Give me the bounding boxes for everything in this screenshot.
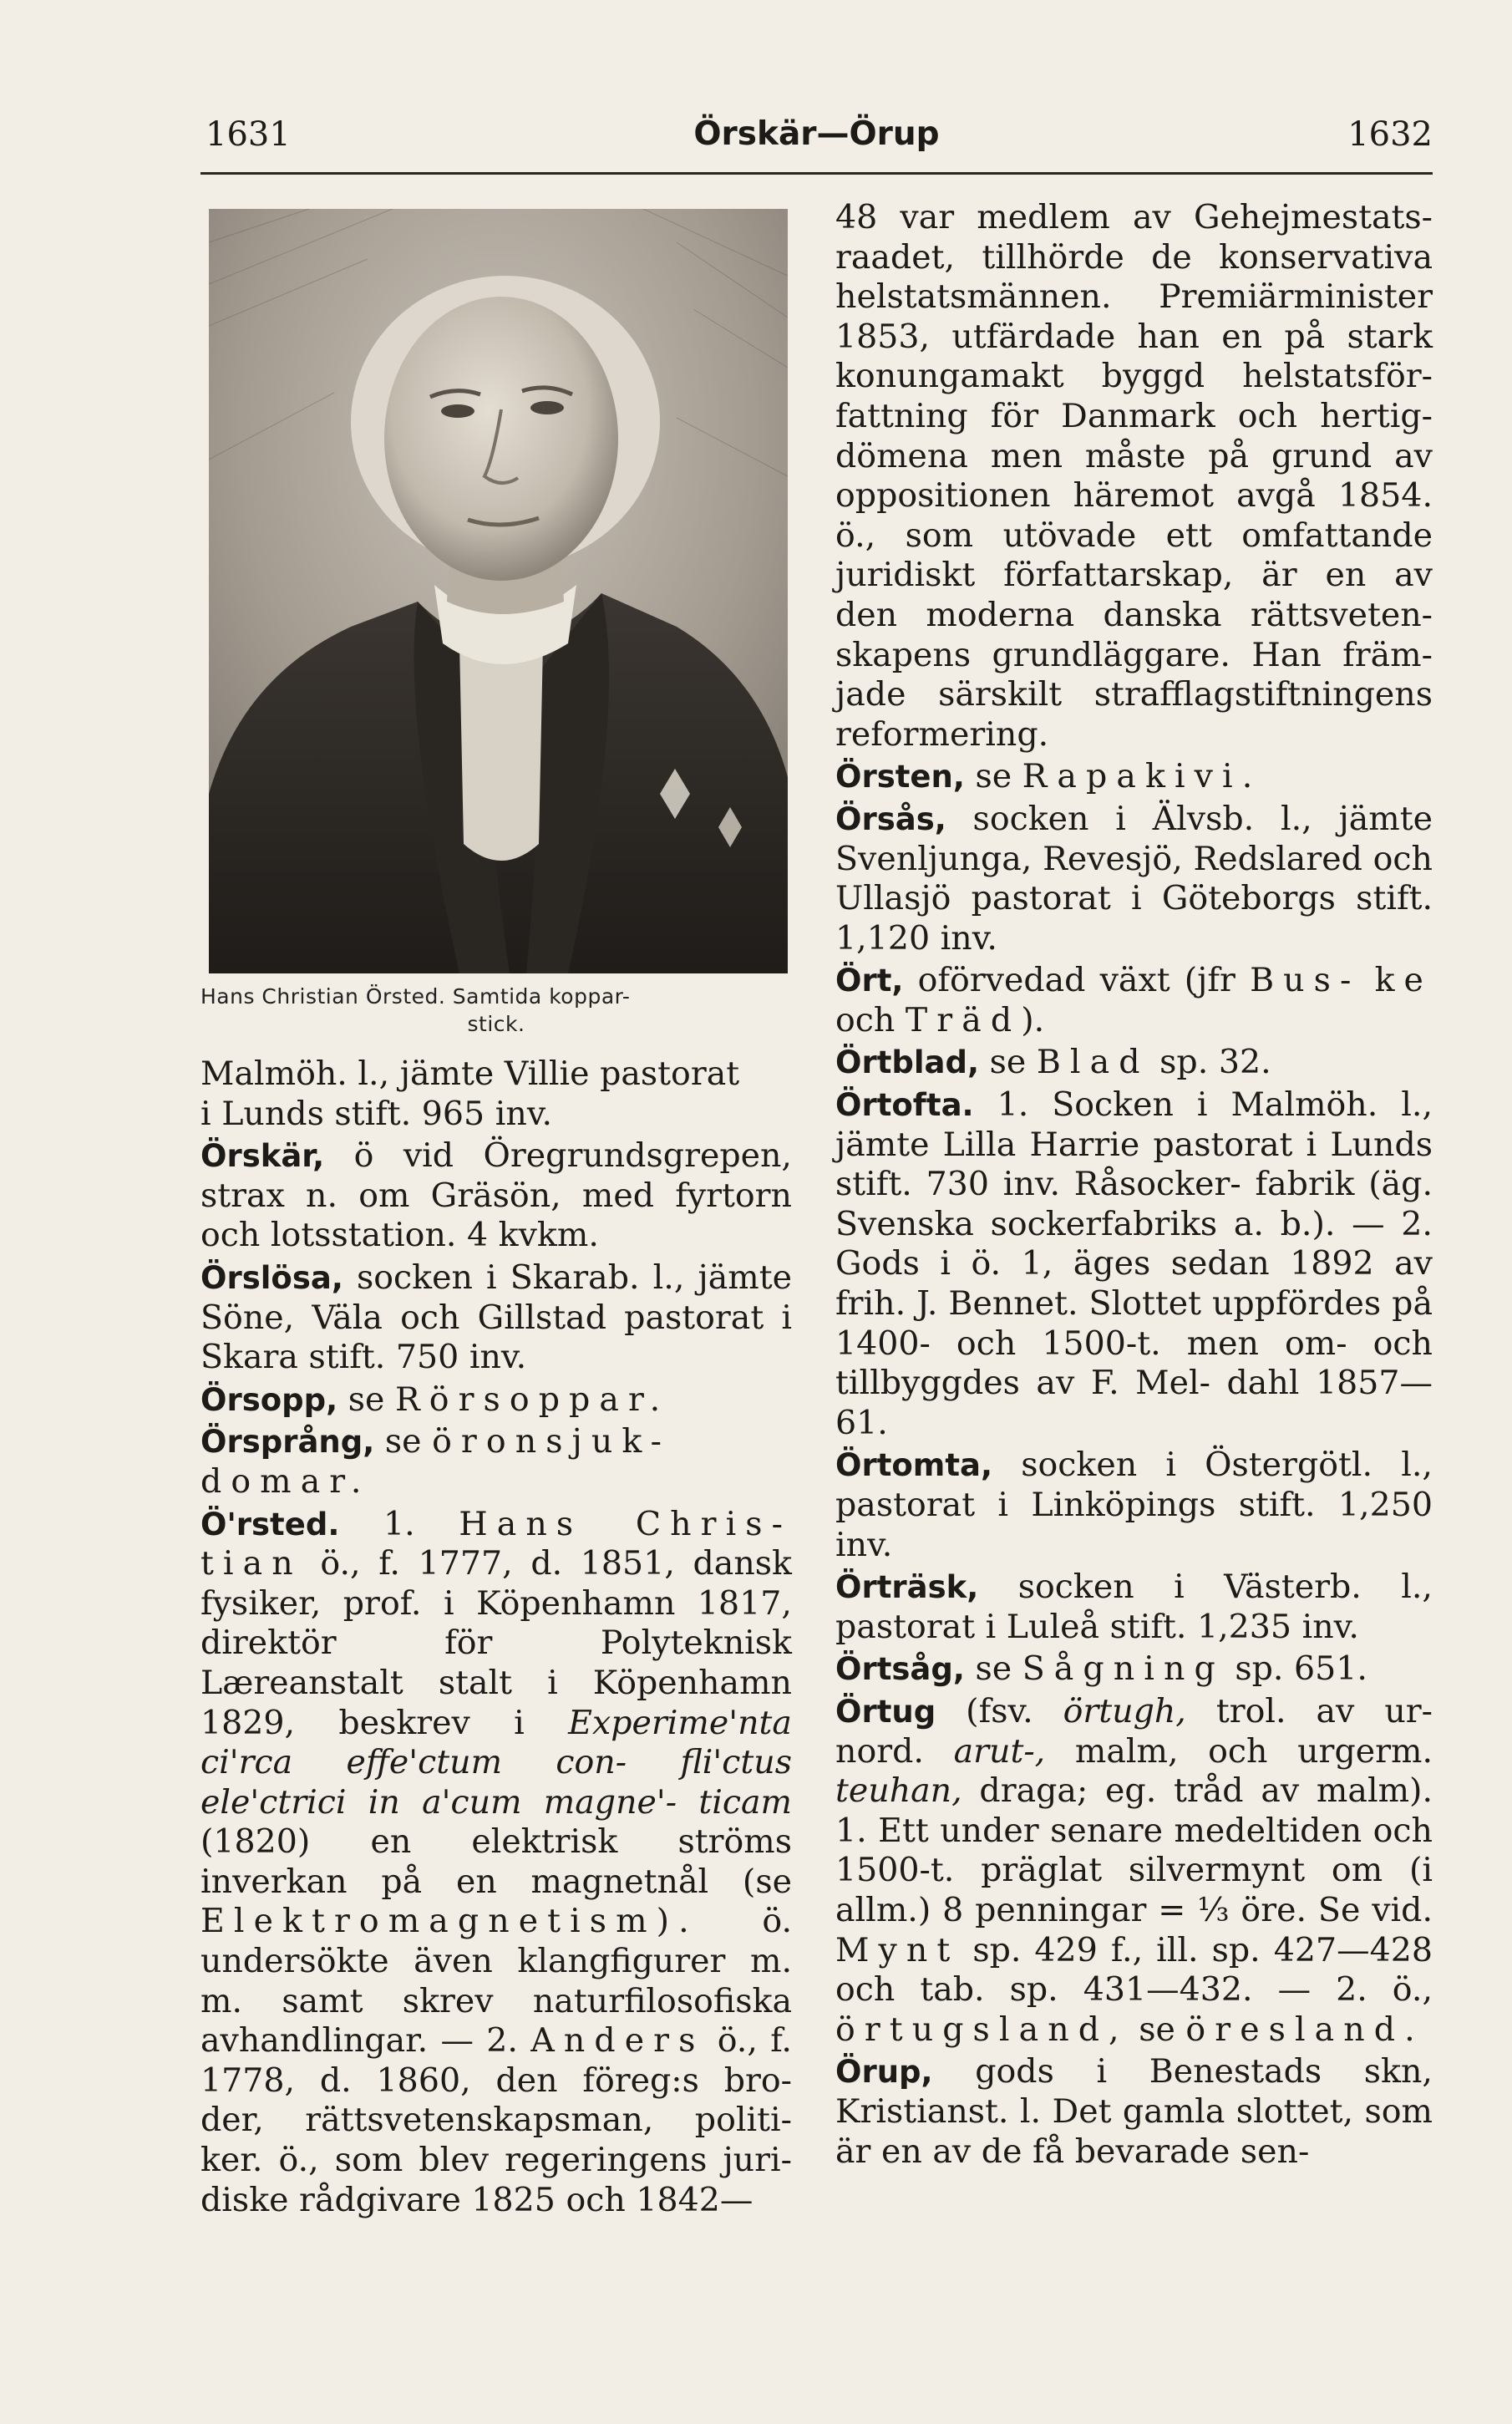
text-fragment: 1892 av frih. J. Bennet. Slottet	[835, 1244, 1433, 1324]
text-fragment: direktör för Polyteknisk Læreanstalt	[200, 1624, 792, 1702]
entry-orsas	[835, 800, 1433, 958]
text-fragment: och	[835, 1000, 906, 1039]
text-fragment: se	[374, 1422, 433, 1461]
text-fragment: Se vid.	[1317, 1890, 1433, 1929]
text-fragment: öronsjuk-	[432, 1422, 672, 1461]
text-fragment: Mynt	[835, 1930, 960, 1969]
text-fragment: 427—428 och tab. sp. 431—432.	[835, 1930, 1433, 2010]
headword: Örslösa,	[200, 1259, 343, 1296]
text-fragment: gods i Benestads skn,	[932, 2052, 1433, 2091]
text-fragment: socken i Skarab. l.,	[342, 1258, 685, 1297]
text-fragment: strax n. om Gräsön, med fyrtorn	[200, 1176, 792, 1215]
header-rule	[200, 172, 1433, 175]
text-fragment: arut-,	[953, 1731, 1046, 1771]
text-fragment: sp. 429 f., ill. sp.	[959, 1930, 1261, 1969]
text-fragment: pastorat i Luleå stift. 1,235 inv.	[835, 1607, 1359, 1646]
text-fragment: 1. Ett under senare medeltiden	[835, 1811, 1362, 1850]
text-fragment: skapens grundläggare. Han främ-	[835, 635, 1433, 674]
text-fragment: Kristianst. l. Det gamla slottet,	[835, 2091, 1354, 2131]
text-fragment: ).	[1021, 1000, 1045, 1039]
text-fragment: som är en av de få bevarade sen-	[835, 2091, 1433, 2171]
text-fragment: helstatsmännen. Premiärminister	[835, 277, 1433, 317]
text-fragment: 1.	[339, 1504, 459, 1543]
page-title: Örskär—Örup	[693, 115, 940, 153]
text-fragment: 1. Socken i Malmöh. l.,	[973, 1085, 1433, 1125]
left-column	[200, 1054, 792, 2220]
text-fragment: Elektromagnetism).	[200, 1902, 698, 1941]
entry-orsopp	[200, 1380, 792, 1420]
text-fragment: oförvedad växt (jfr	[903, 961, 1251, 1000]
text-fragment: Rapakivi.	[1022, 757, 1262, 796]
text-fragment: se	[337, 1380, 395, 1419]
entry-orsted-continued	[835, 198, 1433, 755]
text-fragment: stift. 1,120 inv.	[835, 879, 1433, 958]
text-fragment: tian	[200, 1544, 302, 1583]
headword: Örtomta,	[835, 1447, 993, 1484]
entry-ortblad	[835, 1043, 1433, 1083]
text-fragment: fysiker, prof. i Köpenhamn 1817,	[200, 1583, 792, 1623]
text-fragment: ö vid Öregrundsgrepen,	[324, 1136, 792, 1176]
text-fragment: örtugh,	[1063, 1691, 1186, 1730]
entry-orup	[835, 2052, 1433, 2172]
portrait-engraving-icon	[209, 209, 788, 973]
text-fragment: Träd	[905, 1000, 1022, 1039]
headword: Örsten,	[835, 759, 965, 795]
headword: Örtblad,	[835, 1044, 980, 1081]
text-fragment: konungamakt byggd helstatsför-	[835, 357, 1433, 396]
text-fragment: se	[979, 1043, 1037, 1082]
headword: Ört,	[835, 963, 904, 999]
entry-ort	[835, 961, 1433, 1040]
text-fragment: avhandlingar. — 2.	[200, 2021, 531, 2061]
text-fragment: nord.	[835, 1731, 954, 1771]
text-fragment: raadet, tillhörde de konservativa	[835, 237, 1433, 277]
caption-line-1: Hans Christian Örsted. Samtida koppar-	[200, 984, 631, 1009]
text-fragment: Svenljunga, Revesjö, Redslared	[835, 839, 1362, 878]
headword: Ö'rsted.	[200, 1506, 340, 1542]
right-page-number: 1632	[1347, 115, 1433, 154]
text-fragment: se	[964, 757, 1022, 796]
text-fragment: ö., f. 1777, d. 1851, dansk	[302, 1544, 792, 1583]
text-fragment: oppositionen häremot avgå 1854.	[835, 476, 1433, 516]
right-column	[835, 198, 1433, 2172]
text-fragment: undersökte även klangfigurer	[200, 1942, 726, 1981]
text-fragment: inverkan på en magnetnål (se	[200, 1862, 792, 1901]
text-fragment: — 2. ö.,	[1277, 1970, 1433, 2010]
text-fragment: socken i Östergötl. l.,	[992, 1446, 1433, 1485]
text-fragment: Lunds stift. 730 inv. Råsocker-	[835, 1125, 1433, 1204]
text-fragment: pastorat i Linköpings stift. 1,250	[835, 1486, 1433, 1524]
text-fragment: Malmöh. l., jämte Villie pastorat	[200, 1054, 740, 1093]
text-fragment: juridiskt författarskap, är en av	[835, 556, 1433, 595]
text-fragment: pastorat i Skara stift. 750 inv.	[200, 1298, 792, 1377]
text-fragment: och 1500-t. präglat silvermynt om	[835, 1811, 1433, 1890]
entry-orslosa	[200, 1258, 792, 1378]
text-fragment: Blad	[1036, 1043, 1149, 1082]
caption-line-2: stick.	[467, 1012, 525, 1036]
entry-ortomta	[835, 1446, 1433, 1565]
text-fragment: ö.	[698, 1902, 792, 1941]
text-fragment: i Lunds stift. 965 inv.	[200, 1094, 552, 1133]
text-fragment: Experime'nta ci'rca effe'ctum con-	[200, 1703, 792, 1782]
running-header	[200, 113, 1433, 163]
text-fragment: domar.	[200, 1461, 371, 1501]
text-fragment: fli'ctus ele'ctrici in a'cum magne'-	[200, 1743, 792, 1822]
text-fragment: ker. ö., som blev regeringens juri-	[200, 2141, 792, 2180]
text-fragment: Anders	[530, 2021, 705, 2061]
entry-ortsag	[835, 1649, 1433, 1690]
text-fragment: se	[1128, 2010, 1175, 2049]
text-fragment: stalt i Köpenhamn 1829, beskrev i	[200, 1663, 792, 1742]
text-fragment: dömena men måste på grund av	[835, 436, 1433, 475]
text-fragment: m. m. samt skrev naturfilosofiska	[200, 1942, 792, 2020]
text-fragment: draga; eg. tråd av malm).	[961, 1771, 1433, 1811]
text-fragment: fabrik (äg. Svenska sockerfabriks	[835, 1165, 1433, 1243]
headword: Örsopp,	[200, 1381, 338, 1418]
headword: Örtsåg,	[835, 1651, 965, 1688]
text-fragment: uppfördes på 1400- och 1500-t.	[835, 1284, 1433, 1363]
text-fragment: och Ullasjö pastorat i Göteborgs	[835, 839, 1433, 918]
text-fragment: 48 var medlem av Gehejmestats-	[835, 198, 1433, 236]
text-fragment: socken i Älvsb. l., jämte	[946, 799, 1433, 838]
text-fragment: (fsv.	[936, 1691, 1063, 1730]
text-fragment: sp. 651.	[1224, 1649, 1367, 1689]
text-line	[200, 1054, 792, 1134]
text-fragment: Hans Chris-	[459, 1504, 792, 1543]
text-fragment: malm, och urgerm.	[1045, 1731, 1433, 1771]
text-fragment: reformering.	[835, 714, 1049, 754]
entry-ortug	[835, 1692, 1433, 2050]
text-fragment: inv.	[835, 1525, 893, 1564]
text-fragment: Bus-	[1250, 961, 1361, 1000]
text-fragment: a. b.). — 2. Gods i ö. 1, äges sedan	[835, 1204, 1433, 1283]
text-fragment: jämte Söne, Väla och Gillstad	[200, 1258, 792, 1337]
text-fragment: ticam	[698, 1782, 792, 1822]
headword: Örtofta.	[835, 1087, 974, 1124]
entry-ortofta	[835, 1085, 1433, 1443]
portrait-image	[209, 209, 788, 973]
entry-orsprang	[200, 1422, 792, 1502]
text-fragment: f. 1778, d. 1860, den föreg:s bro-	[200, 2021, 792, 2100]
text-fragment: jade särskilt strafflagstiftningens	[835, 675, 1433, 714]
text-fragment: örtugsland,	[835, 2010, 1129, 2049]
entry-orsten	[835, 757, 1433, 797]
portrait-caption	[200, 983, 792, 1038]
text-fragment: den moderna danska rättsveten-	[835, 595, 1433, 634]
text-fragment: se	[964, 1649, 1022, 1689]
entry-orsted	[200, 1505, 792, 2221]
text-fragment: der, rättsvetenskapsman, politi-	[200, 2101, 792, 2140]
text-fragment: fattning för Danmark och hertig-	[835, 396, 1433, 435]
headword: Örup,	[835, 2054, 933, 2091]
text-fragment: dahl 1857—61.	[835, 1364, 1433, 1442]
headword: Örskär,	[200, 1138, 325, 1175]
headword: Örträsk,	[835, 1569, 979, 1606]
headword: Örsprång,	[200, 1424, 375, 1461]
text-fragment: trol. av ur-	[1185, 1691, 1433, 1730]
text-fragment: ö., som utövade ett omfattande	[835, 516, 1433, 555]
text-fragment: Sågning	[1022, 1649, 1225, 1689]
entry-ortrask	[835, 1568, 1433, 1647]
text-fragment: diske rådgivare 1825 och 1842—	[200, 2180, 753, 2219]
text-fragment: (i allm.) 8 penningar = ⅓ öre.	[835, 1851, 1433, 1929]
entry-orskar	[200, 1136, 792, 1256]
headword: Örsås,	[835, 800, 946, 837]
text-fragment: jämte Lilla Harrie pastorat i	[835, 1125, 1317, 1164]
text-fragment: socken i Västerb. l.,	[978, 1568, 1433, 1607]
text-fragment: teuhan,	[835, 1771, 962, 1811]
text-fragment: och lotsstation. 4 kvkm.	[200, 1216, 599, 1255]
text-fragment: öresland.	[1185, 2010, 1424, 2049]
text-fragment: 1853, utfärdade han en på stark	[835, 317, 1433, 356]
text-fragment: Rörsoppar.	[394, 1380, 670, 1419]
text-fragment: ö.,	[704, 2021, 758, 2061]
headword: Örtug	[835, 1693, 936, 1730]
left-page-number: 1631	[205, 115, 291, 154]
text-fragment: (1820) en elektrisk ströms	[200, 1822, 792, 1862]
text-fragment: ke	[1374, 961, 1433, 1000]
text-fragment: sp. 32.	[1149, 1043, 1271, 1082]
text-fragment: men om- och tillbyggdes av F. Mel-	[835, 1324, 1433, 1403]
